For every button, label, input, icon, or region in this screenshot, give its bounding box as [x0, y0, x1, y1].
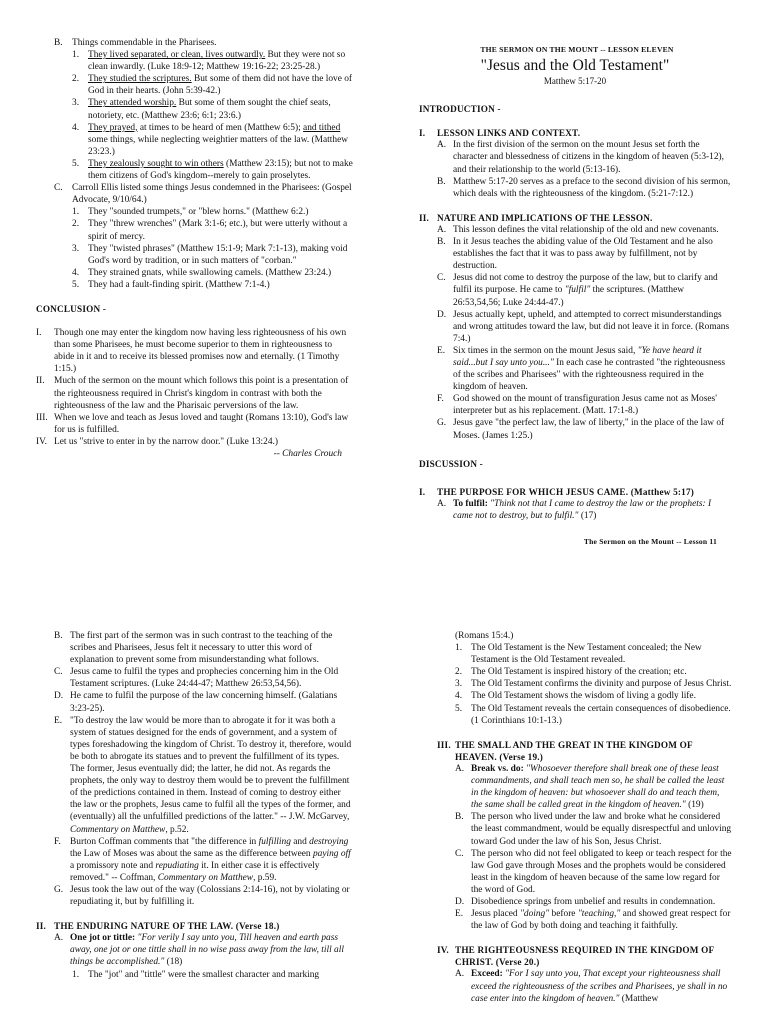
item-text: When we love and teach as Jesus loved and taught (Romans 13:10), God's law for us is fulfilled. [54, 412, 349, 435]
item-number: 1. [72, 969, 80, 980]
item-marker: F. [54, 836, 61, 847]
underlined-text: and tithed [303, 122, 341, 133]
left-column [36, 630, 354, 981]
item-text: But some of them did not have the love of God in their hearts. (John 5:39-42.) [88, 74, 353, 97]
section-heading [419, 486, 731, 498]
underlined-text: They studied the scriptures. [88, 74, 192, 85]
item-text: the scriptures. (Matthew 26:53,54,56; Luke 24:44-47.) [453, 285, 685, 308]
item-number: 2. [72, 219, 80, 230]
verse-ref: (18) [164, 957, 183, 968]
item-text: and [290, 836, 310, 847]
item-marker: D. [455, 896, 465, 907]
item-text: Burton Coffman comments that "the difference in [70, 836, 259, 847]
scripture-quote: "For I say unto you, That except your righteousness shall exceed the righteousness of the scribes and Pharisees, ye shall in no case enter into the kingdom of heaven." [471, 969, 728, 1004]
item-text: , p.52. [165, 824, 189, 835]
outline-item [419, 272, 731, 308]
list-item [72, 97, 354, 121]
item-text: some things, while neglecting weightier matters of the law. (Matthew 23:23.) [88, 134, 348, 157]
section-heading [437, 944, 733, 968]
item-label: One jot or tittle: [70, 933, 136, 944]
citation-title: Commentary on Matthew [70, 824, 166, 835]
item-marker: C. [455, 848, 464, 859]
section-heading [437, 739, 733, 763]
citation-title: Commentary on Matthew [157, 872, 254, 883]
item-text: The "jot" and "tittle" were the smallest character and marking [88, 969, 320, 980]
list-item [455, 703, 733, 727]
italic-text: paying off [312, 848, 351, 859]
item-marker: A. [437, 224, 447, 235]
item-text: and showed great respect for the law of God by both doing and teaching it faithfully. [471, 909, 731, 932]
section-heading [36, 920, 354, 932]
section-marker: I. [419, 486, 426, 497]
item-marker: C. [54, 183, 63, 194]
italic-text: repudiating [155, 860, 199, 871]
item-number: 4. [455, 691, 463, 702]
outline-item [437, 763, 733, 811]
outline-item [54, 630, 354, 666]
item-marker: D. [54, 691, 64, 702]
item-text: He came to fulfil the purpose of the law concerning himself. (Galatians 3:23-25). [70, 691, 338, 714]
item-marker: A. [437, 498, 447, 509]
item-marker: A. [455, 969, 465, 980]
verse-ref: (19) [685, 800, 704, 811]
item-marker: II. [36, 376, 45, 387]
series-title: THE SERMON ON THE MOUNT -- LESSON ELEVEN [480, 45, 674, 54]
list-item [72, 73, 354, 97]
item-text: Six times in the sermon on the mount Jesus said, [453, 345, 638, 356]
scripture-quote: "Think not that I came to destroy the law or the prophets: I came not to destroy, but to fulfil." [453, 498, 712, 521]
item-text: This lesson defines the vital relationship of the old and new covenants. [453, 224, 719, 235]
outline-item [419, 139, 731, 175]
item-text: the Law of Moses was about the same as the difference between [70, 848, 313, 859]
conclusion-item [36, 436, 354, 448]
outline-item [36, 182, 354, 206]
discussion-heading: DISCUSSION - [419, 458, 483, 469]
item-number: 2. [72, 74, 80, 85]
section-heading [419, 212, 731, 224]
section-marker: III. [437, 739, 451, 750]
item-text: The Old Testament confirms the divinity and purpose of Jesus Christ. [471, 679, 732, 690]
conclusion-item [36, 327, 354, 375]
italic-text: destroying [309, 836, 349, 847]
outline-item [419, 393, 731, 417]
item-text: The person who lived under the law and broke what he considered the least commandment, would be equally disrespectful and unloving toward God under the law of his Son, Jesus Christ. [471, 812, 732, 847]
item-marker: A. [54, 933, 64, 944]
item-marker: C. [437, 273, 446, 284]
item-label: Break vs. do: [471, 763, 524, 774]
item-marker: F. [437, 394, 444, 405]
item-text: it. In either case it is effectively removed." -- Coffman, [70, 860, 320, 883]
item-text: Let us "strive to enter in by the narrow door." (Luke 13:24.) [54, 436, 279, 447]
outline-item [437, 811, 733, 847]
item-text: But they were not so clean inwardly. (Luke 18:9-12; Matthew 19:16-22; 23:25-28.) [88, 50, 346, 73]
italic-text: "doing" [519, 909, 550, 920]
conclusion-item [36, 412, 354, 436]
item-number: 1. [72, 50, 80, 61]
item-marker: B. [437, 176, 446, 187]
section-reference: (Verse 20.) [495, 957, 540, 968]
italic-quote: "Ye have heard it said...but I say unto you..." [453, 345, 702, 368]
item-text: They strained gnats, while swallowing camels. (Matthew 23:24.) [88, 267, 332, 278]
list-item [72, 49, 354, 73]
item-marker: I. [36, 328, 42, 339]
outline-item [419, 176, 731, 200]
item-text: (Matthew 23:15); but not to make them citizens of God's kingdom--merely to gain proselytes. [88, 158, 353, 182]
item-number: 3. [72, 243, 80, 254]
section-reference: (Matthew 5:17) [630, 486, 694, 497]
item-text: a promissory note and [70, 860, 156, 871]
section-marker: II. [419, 212, 430, 223]
pharisee-condemned-list [36, 206, 354, 291]
item-text: Matthew 5:17-20 serves as a preface to the second division of his sermon, which deals with the righteousness of the kingdom. (5:21-7:12.) [453, 176, 731, 199]
item-text: They "twisted phrases" (Matthew 15:1-9; Mark 7:1-13), making void God's word by tradition, or in such matters of "corban." [88, 243, 348, 266]
section-title: LESSON LINKS AND CONTEXT. [437, 128, 581, 139]
right-column [437, 630, 733, 1005]
underlined-text: They prayed, [88, 122, 138, 133]
item-text: before [549, 909, 578, 920]
section-title: NATURE AND IMPLICATIONS OF THE LESSON. [437, 212, 653, 223]
item-text: But some of them sought the chief seats, notoriety, etc. (Matthew 23:6; 6:1; 23:6.) [88, 98, 331, 121]
underlined-text: They attended worship. [88, 98, 177, 109]
verse-ref: (Matthew [619, 993, 659, 1004]
outline-item [54, 884, 354, 908]
item-number: 3. [455, 679, 463, 690]
item-text: at times to be heard of men (Matthew 6:5); [137, 122, 304, 133]
conclusion-heading: CONCLUSION - [36, 303, 107, 314]
item-marker: E. [437, 345, 446, 356]
item-text: They "sounded trumpets," or "blew horns." (Matthew 6:2.) [88, 207, 309, 218]
section-reference: (Verse 19.) [499, 751, 544, 762]
item-text: In it Jesus teaches the abiding value of the Old Testament and he also establishes the fact that it was to pass away by fulfillment, not by destruction. [453, 237, 713, 272]
outline-item [36, 37, 354, 49]
underlined-text: They zealously sought to win others [88, 158, 224, 169]
item-marker: A. [437, 140, 447, 151]
italic-quote: "fulfil" [564, 285, 591, 296]
outline-item [437, 896, 733, 908]
outline-item [419, 417, 731, 441]
outline-item [54, 666, 354, 690]
outline-item [54, 836, 354, 884]
item-text: The person who did not feel obligated to keep or teach respect for the law God gave through Moses and the prophets would be considered least in the kingdom of heaven because of the same low regard for the word of God. [471, 848, 732, 895]
item-number: 2. [455, 667, 463, 678]
outline-item [419, 236, 731, 272]
item-label: Exceed: [471, 969, 503, 980]
item-text: , p.59. [253, 872, 277, 883]
outline-item [419, 309, 731, 345]
item-text: Much of the sermon on the mount which follows this point is a presentation of the righteousness required in Christ's kingdom in contrast with both the righteousness of the law and the Pharisaic perversions of the law. [54, 376, 349, 411]
underlined-text: They lived separated, or clean, lives outwardly. [88, 50, 266, 61]
list-item [72, 158, 354, 182]
item-marker: E. [54, 715, 63, 726]
item-number: 1. [72, 207, 80, 218]
signature: -- Charles Crouch [273, 449, 342, 459]
item-marker: D. [437, 309, 447, 320]
section-marker: II. [36, 921, 47, 932]
item-text: Things commendable in the Pharisees. [72, 38, 217, 48]
item-text: The Old Testament shows the wisdom of living a godly life. [471, 691, 696, 702]
scripture-quote: "Whosoever therefore shall break one of these least commandments, and shall teach men so, he shall be called the least in the kingdom of heaven: but whosoever shall do and teach them, the same shall be called great in the kingdom of heaven." [471, 763, 725, 811]
item-text: Jesus gave "the perfect law, the law of liberty," in the place of the law of Moses. (James 1:25.) [453, 418, 725, 441]
item-text: In the first division of the sermon on the mount Jesus set forth the character and blessedness of citizens in the kingdom of heaven (5:3-12), and their relationship to the world (5:13-16). [453, 140, 725, 175]
item-marker: C. [54, 667, 63, 678]
outline-item [437, 848, 733, 896]
list-item [54, 969, 354, 981]
page-footer: The Sermon on the Mount -- Lesson 11 [583, 537, 717, 546]
item-number: 1. [455, 643, 463, 654]
scripture-quote: "For verily I say unto you, Till heaven and earth pass away, one jot or one tittle shall in no wise pass away from the law, till all things be accomplished." [70, 933, 344, 968]
section-title: THE PURPOSE FOR WHICH JESUS CAME. [437, 486, 629, 497]
document-page-bottom [0, 512, 768, 1024]
item-text: Jesus placed [471, 909, 520, 920]
outline-item [437, 968, 733, 1004]
item-text: God showed on the mount of transfiguration Jesus came not as Moses' interpreter but as his replacement. (Matt. 17:1-8.) [453, 394, 717, 417]
conclusion-item [36, 375, 354, 411]
scripture-reference: Matthew 5:17-20 [543, 76, 607, 87]
item-number: 4. [72, 122, 80, 133]
item-text: Jesus actually kept, upheld, and attempted to correct misunderstandings and wrong attitudes toward the law, but did not leave it in force. (Romans 7:4.) [453, 309, 730, 344]
lesson-title: "Jesus and the Old Testament" [480, 57, 670, 75]
item-marker: IV. [36, 436, 48, 447]
item-marker: B. [437, 237, 446, 248]
outline-item [54, 690, 354, 714]
item-marker: B. [54, 38, 63, 48]
item-label: To fulfil: [453, 498, 488, 509]
list-item [455, 666, 733, 678]
item-marker: G. [437, 418, 447, 429]
section-marker: I. [419, 128, 426, 139]
item-text: "To destroy the law would be more than to abrogate it for it was both a system of statues designed for the ends of government, and a system of types foreshadowing the kingdom of Christ. To destroy it, therefore, would be both to abrogate its statues and to prevent the fulfillment of its types. The former, Jesus eventually did; the latter, he did not. As regards the prophets, the only way to destroy them would be to prevent the fulfillment of the predictions contained in them. Instead of coming to destroy either the law or the prophets, Jesus came to fulfil all the types of the former, and (eventually) all the unfulfilled predictions of the latter." -- J.W. McGarvey, [70, 715, 352, 823]
item-number: 5. [455, 703, 463, 714]
item-text: Jesus came to fulfil the types and prophecies concerning him in the Old Testament scriptures. (Luke 24:44-47; Matthew 26:53,54,56). [70, 667, 339, 690]
italic-text: "teaching," [577, 909, 621, 920]
conclusion-list [36, 327, 354, 448]
outline-item [437, 908, 733, 932]
item-text: They had a fault-finding spirit. (Matthew 7:1-4.) [88, 279, 270, 290]
section-title: THE SMALL AND THE GREAT IN THE KINGDOM OF HEAVEN. [455, 739, 693, 762]
outline-item [419, 345, 731, 393]
item-text: The Old Testament reveals the certain consequences of disobedience. (1 Corinthians 10:1-13.) [471, 703, 731, 726]
list-item [72, 122, 354, 158]
list-item [72, 279, 354, 291]
item-number: 5. [72, 279, 80, 290]
item-number: 3. [72, 98, 80, 109]
list-item [455, 678, 733, 690]
section-title: THE RIGHTEOUSNESS REQUIRED IN THE KINGDOM OF CHRIST. [455, 945, 714, 968]
introduction-heading: INTRODUCTION - [419, 104, 501, 115]
item-marker: E. [455, 909, 464, 920]
item-number: 5. [72, 158, 80, 169]
item-text: The Old Testament is the New Testament concealed; the New Testament is the Old Testament revealed. [471, 643, 702, 666]
item-number: 4. [72, 267, 80, 278]
list-item [72, 218, 354, 242]
item-text: They "threw wrenches" (Mark 3:1-6; etc.), but were utterly without a spirit of mercy. [88, 219, 348, 242]
outline-item [419, 224, 731, 236]
outline-item [54, 932, 354, 968]
item-text: Carroll Ellis listed some things Jesus condemned in the Pharisees: (Gospel Advocate, 9/10/64.) [72, 183, 352, 206]
list-item [72, 267, 354, 279]
outline-item [54, 715, 354, 836]
list-item [72, 243, 354, 267]
section-heading [419, 127, 731, 139]
item-text: Jesus did not come to destroy the purpose of the law, but to clarify and fulfil its purpose. He came to [453, 273, 718, 296]
continued-text: (Romans 15:4.) [455, 631, 514, 641]
section-title: THE ENDURING NATURE OF THE LAW. (Verse 18.) [54, 921, 280, 932]
list-item [72, 206, 354, 218]
item-marker: A. [455, 763, 465, 774]
item-marker: B. [455, 812, 464, 823]
list-item [455, 690, 733, 702]
list-item [455, 642, 733, 666]
verse-ref: (17) [578, 510, 597, 521]
italic-text: fulfilling [258, 836, 291, 847]
item-marker: B. [54, 631, 63, 641]
old-testament-list [437, 642, 733, 727]
section-marker: IV. [437, 945, 449, 956]
item-text: Jesus took the law out of the way (Colossians 2:14-16), not by violating or repudiating it, but by fulfilling it. [70, 884, 350, 908]
item-text: Disobedience springs from unbelief and results in condemnation. [471, 896, 716, 907]
item-marker: G. [54, 884, 64, 895]
item-text: The first part of the sermon was in such contrast to the teaching of the scribes and Pharisees, Jesus felt it necessary to utter this word of explanation to prevent some from misunderstanding what follows. [70, 631, 333, 666]
item-marker: III. [36, 412, 48, 423]
item-text: In each case he contrasted "the righteousness of the scribes and Pharisees" with the righteousness required in the kingdom of heaven. [453, 357, 726, 393]
left-column [36, 37, 354, 460]
right-column [419, 44, 731, 548]
item-text: Though one may enter the kingdom now having less righteousness of his own than some Pharisees, he must become superior to them in righteousness to abide in it and to receive its blessed promises now and eternally. (1 Timothy 1:15.) [54, 328, 347, 375]
item-text: The Old Testament is inspired history of the creation; etc. [471, 667, 687, 678]
pharisee-commendable-list [36, 49, 354, 182]
